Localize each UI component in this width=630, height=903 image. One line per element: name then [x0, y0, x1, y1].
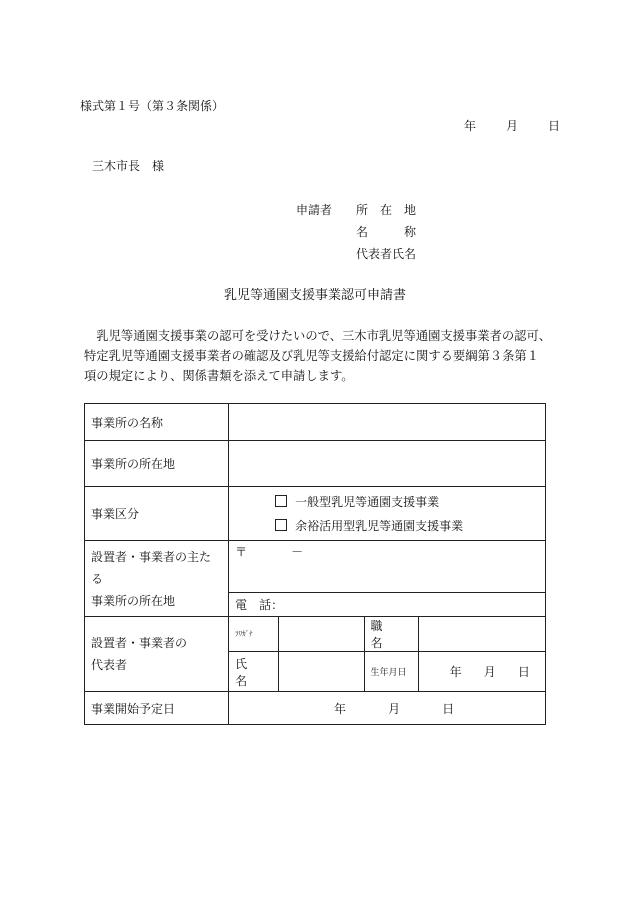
facility-address-label: 事業所の所在地	[85, 441, 229, 487]
form-number: 様式第１号（第３条関係）	[80, 99, 225, 113]
body-line: 項の規定により、関係書類を添えて申請します。	[84, 369, 354, 383]
business-type-option-surplus[interactable]: 余裕活用型乳児等通園支援事業	[275, 514, 539, 538]
body-line: 特定乳児等通園支援事業者の確認及び乳児等支援給付認定に関する要綱第３条第１	[84, 349, 539, 363]
business-type-options	[229, 487, 546, 541]
applicant-representative-label: 代表者氏名	[356, 247, 417, 261]
date-day: 日	[548, 119, 561, 133]
start-date-label: 事業開始予定日	[85, 692, 229, 725]
birth-year: 年	[449, 665, 462, 679]
body-line: 乳児等通園支援事業の認可を受けたいので、三木市乳児等通園支援事業者の認可、	[84, 329, 552, 343]
representative-label	[85, 617, 229, 692]
postal-address-field[interactable]	[229, 541, 546, 593]
start-date-field[interactable]	[229, 692, 546, 725]
checkbox-icon[interactable]	[275, 495, 287, 507]
body-text	[84, 326, 564, 386]
application-table	[84, 403, 546, 725]
representative-label-line: 設置者・事業者の	[91, 636, 188, 650]
name-label: 氏 名	[229, 652, 279, 692]
birth-day: 日	[517, 665, 530, 679]
phone-label: 電 話：	[235, 598, 284, 612]
birthdate-label: 生年月日	[364, 652, 418, 692]
main-office-label	[85, 541, 229, 617]
date-year: 年	[464, 119, 477, 133]
furigana-label: ﾌﾘｶﾞﾅ	[229, 617, 279, 652]
phone-field[interactable]	[229, 593, 546, 617]
birth-month: 月	[483, 665, 496, 679]
business-type-option-general[interactable]: 一般型乳児等通園支援事業	[275, 490, 539, 514]
facility-name-field[interactable]	[229, 404, 546, 441]
main-office-label-line: 設置者・事業者の主たる	[91, 549, 212, 586]
facility-name-label: 事業所の名称	[85, 404, 229, 441]
representative-label-line: 代表者	[91, 658, 128, 672]
main-office-label-line: 事業所の所在地	[91, 593, 176, 608]
start-year: 年	[334, 701, 347, 716]
position-field[interactable]	[418, 617, 546, 652]
start-day: 日	[442, 701, 455, 716]
date-month: 月	[506, 119, 519, 133]
name-field[interactable]	[279, 652, 364, 692]
start-month: 月	[388, 701, 401, 716]
checkbox-icon[interactable]	[275, 519, 287, 531]
addressee: 三木市長 様	[92, 159, 165, 173]
date-line	[464, 117, 560, 134]
birthdate-field[interactable]	[418, 652, 546, 692]
facility-address-field[interactable]	[229, 441, 546, 487]
business-type-label: 事業区分	[85, 487, 229, 541]
applicant-address-label: 所 在 地	[356, 203, 417, 217]
postal-mark: 〒	[235, 545, 248, 559]
applicant-name-label: 名 称	[356, 225, 417, 239]
document-title: 乳児等通園支援事業認可申請書	[223, 288, 406, 303]
applicant-label: 申請者	[296, 203, 333, 217]
position-label: 職 名	[364, 617, 418, 652]
postal-dash: －	[291, 545, 304, 559]
furigana-field[interactable]	[279, 617, 364, 652]
